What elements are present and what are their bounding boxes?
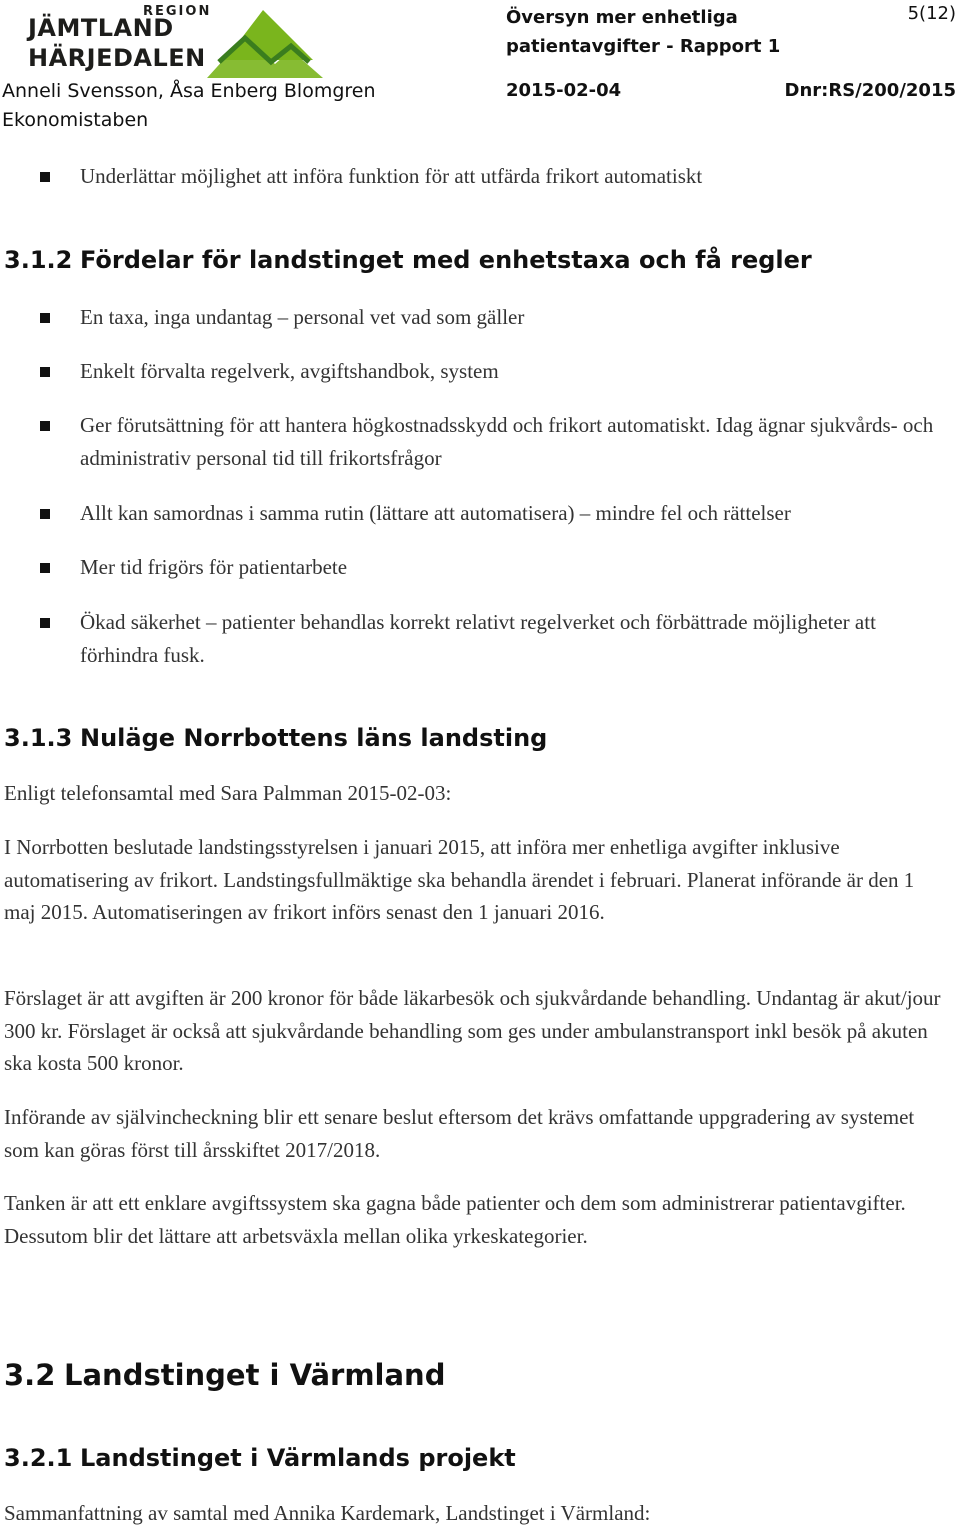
section-heading-3-1-2	[4, 246, 812, 274]
bullet-item: Enkelt förvalta regelverk, avgiftshandbok, system	[80, 359, 499, 383]
section-heading-3-1-3	[4, 724, 547, 752]
bullet-item: En taxa, inga undantag – personal vet vad som gäller	[80, 305, 525, 329]
department: Ekonomistaben	[2, 109, 149, 131]
logo-line-2: HÄRJEDALEN	[28, 44, 206, 72]
bullet-square-icon	[40, 563, 50, 573]
bullet-item: Mer tid frigörs för patientarbete	[80, 555, 348, 579]
logo-region-text: REGION	[143, 4, 212, 19]
bullet-square-icon	[40, 618, 50, 628]
paragraph: Enligt telefonsamtal med Sara Palmman 2015-02-03:	[4, 781, 452, 805]
section-number: 3.2	[4, 1358, 56, 1392]
section-heading-3-2	[4, 1358, 445, 1392]
bullet-item: Ger förutsättning för att hantera högkostnadsskydd och frikort automatiskt. Idag ägnar sjukvårds- och administrativ personal tid till frikortsfrågor	[80, 413, 934, 470]
section-title: Landstinget i Värmland	[64, 1358, 446, 1392]
bullet-square-icon	[40, 367, 50, 377]
authors: Anneli Svensson, Åsa Enberg Blomgren	[2, 80, 376, 102]
region-logo	[0, 0, 330, 80]
section-title: Landstinget i Värmlands projekt	[80, 1444, 516, 1472]
paragraph: Införande av självincheckning blir ett senare beslut eftersom det krävs omfattande uppgradering av systemet som kan göras först till årsskiftet 2017/2018.	[4, 1105, 915, 1162]
paragraph: Förslaget är att avgiften är 200 kronor för både läkarbesök och sjukvårdande behandling. Undantag är akut/jour 300 kr. Förslaget är också att sjukvårdande behandling som ges under ambulanstransport inkl besök på akuten ska kosta 500 kronor.	[4, 986, 941, 1075]
section-heading-3-2-1	[4, 1444, 516, 1472]
document-title: Översyn mer enhetliga patientavgifter - Rapport 1	[506, 7, 781, 57]
bullet-square-icon	[40, 421, 50, 431]
paragraph: Tanken är att ett enklare avgiftssystem ska gagna både patienter och dem som administrerar patientavgifter. Dessutom blir det lättare att arbetsväxla mellan olika yrkeskategorier.	[4, 1191, 906, 1248]
bullet-square-icon	[40, 172, 50, 182]
section-number: 3.1.2	[4, 246, 73, 274]
document-date: 2015-02-04	[506, 80, 622, 101]
paragraph: I Norrbotten beslutade landstingsstyrelsen i januari 2015, att införa mer enhetliga avgifter inklusive automatisering av frikort. Landstingsfullmäktige ska behandla ärendet i februari. Planerat införande är den 1 maj 2015. Automatiseringen av frikort införs senast den 1 januari 2016.	[4, 835, 915, 924]
logo-line-1: JÄMTLAND	[28, 14, 174, 42]
bullet-item: Ökad säkerhet – patienter behandlas korrekt relativt regelverket och förbättrade möjligheter att förhindra fusk.	[80, 610, 876, 667]
document-reference-number: Dnr:RS/200/2015	[784, 80, 956, 101]
bullet-item: Allt kan samordnas i samma rutin (lättare att automatisera) – mindre fel och rättelser	[80, 501, 791, 525]
section-number: 3.1.3	[4, 724, 73, 752]
section-title: Fördelar för landstinget med enhetstaxa och få regler	[80, 246, 812, 274]
bullet-square-icon	[40, 509, 50, 519]
section-number: 3.2.1	[4, 1444, 73, 1472]
bullet-item: Underlättar möjlighet att införa funktion för att utfärda frikort automatiskt	[80, 164, 703, 188]
mountain-logo-icon	[205, 2, 325, 78]
bullet-square-icon	[40, 313, 50, 323]
paragraph: Sammanfattning av samtal med Annika Kardemark, Landstinget i Värmland:	[4, 1501, 651, 1525]
page-number: 5(12)	[907, 3, 956, 24]
section-title: Nuläge Norrbottens läns landsting	[80, 724, 548, 752]
